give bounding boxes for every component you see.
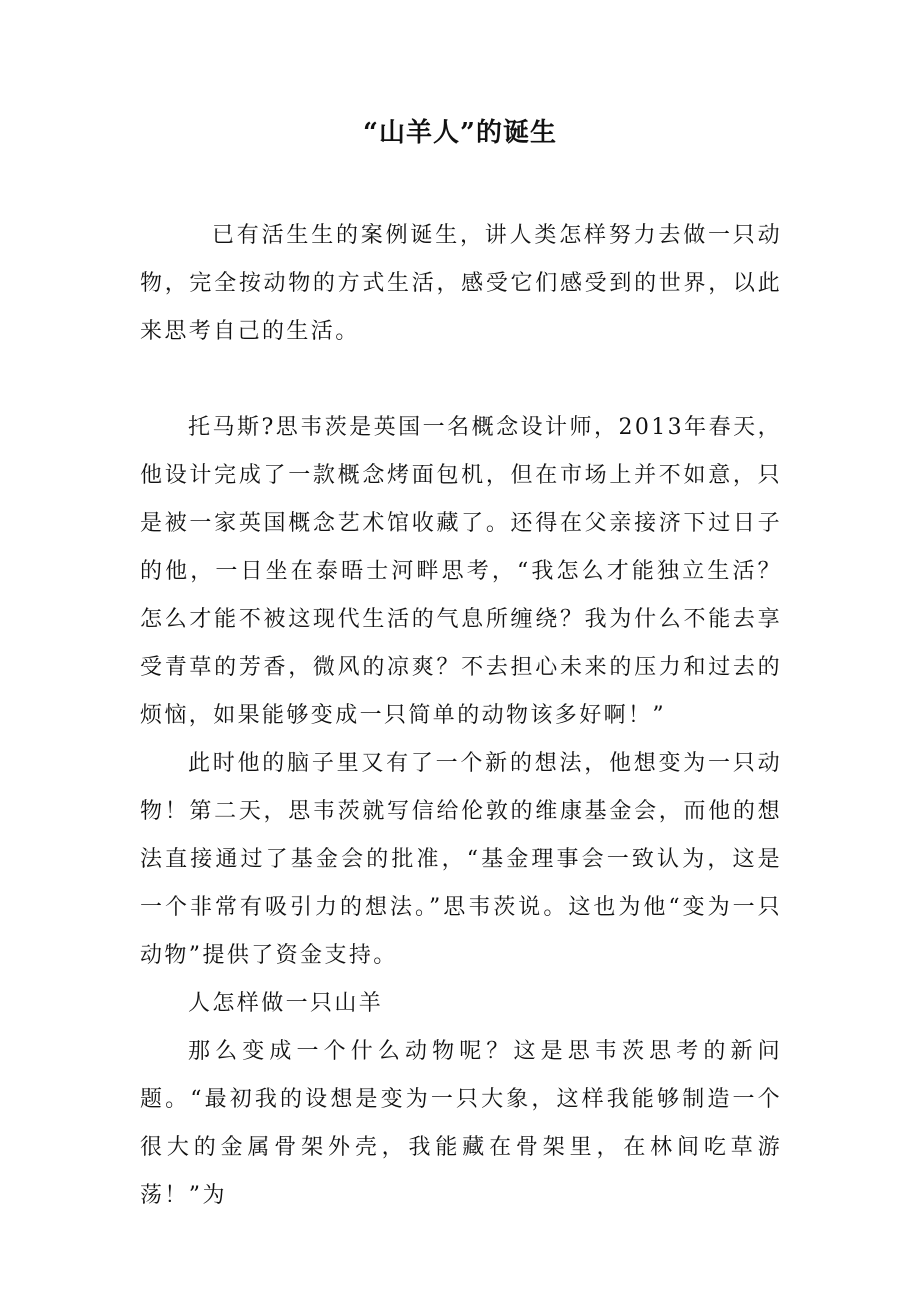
document-body — [140, 212, 782, 1220]
paragraph-which-animal: 那么变成一个什么动物呢？这是思韦茨思考的新问题。“最初我的设想是变为一只大象，这样我能够制造一个很大的金属骨架外壳，我能藏在骨架里，在林间吃草游荡！”为 — [140, 1039, 782, 1208]
paragraph-intro: 已有活生生的案例诞生，讲人类怎样努力去做一只动物，完全按动物的方式生活，感受它们感受到的世界，以此来思考自己的生活。 — [140, 223, 782, 344]
document-title: “山羊人”的诞生 — [363, 118, 557, 148]
paragraph-thwaites-background: 托马斯?思韦茨是英国一名概念设计师，2013年春天，他设计完成了一款概念烤面包机，但在市场上并不如意，只是被一家英国概念艺术馆收藏了。还得在父亲接济下过日子的他，一日坐在泰晤士河畔思考，“我怎么才能独立生活？怎么才能不被这现代生活的气息所缠绕？我为什么不能去享受青草的芳香，微风的凉爽？不去担心未来的压力和过去的烦恼，如果能够变成一只简单的动物该多好啊！” — [140, 415, 782, 728]
paragraph-new-idea: 此时他的脑子里又有了一个新的想法，他想变为一只动物！第二天，思韦茨就写信给伦敦的维康基金会，而他的想法直接通过了基金会的批准，“基金理事会一致认为，这是一个非常有吸引力的想法。”思韦茨说。这也为他“变为一只动物”提供了资金支持。 — [140, 751, 782, 968]
section-heading-goat: 人怎样做一只山羊 — [188, 991, 384, 1016]
